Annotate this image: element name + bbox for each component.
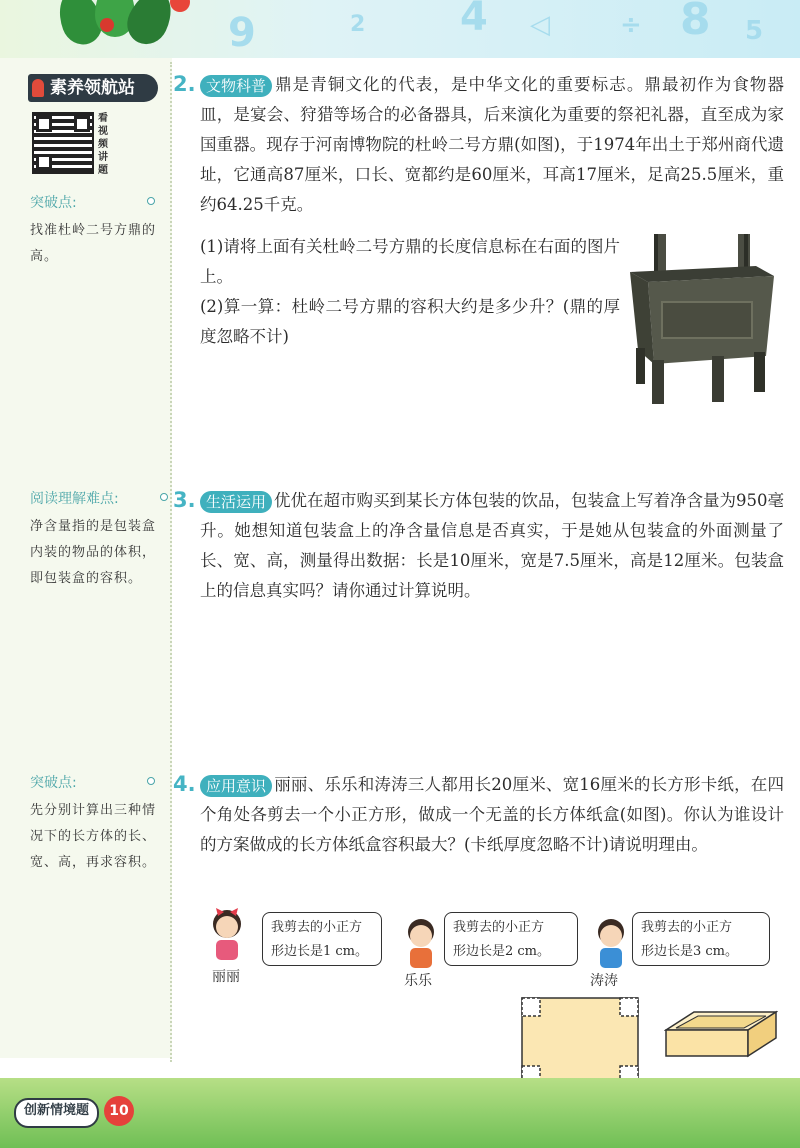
sub-question-1: (1)请将上面有关杜岭二号方鼎的长度信息标在右面的图片上。 — [200, 237, 620, 286]
question-2-sub — [200, 232, 620, 352]
pin-icon — [32, 79, 44, 97]
question-body: 优优在超市购买到某长方体包装的饮品，包装盒上写着净含量为950毫升。她想知道包装盒上的净含量信息是否真实，于是她从包装盒的外面测量了长、宽、高，测量得出数据：长是10厘米，宽是7.5厘米，高是12厘米。包装盒上的信息真实吗？请你通过计算说明。 — [200, 491, 785, 600]
speech-line: 形边长是1 cm。 — [271, 944, 369, 959]
digit-9-decoration: 9 — [228, 10, 256, 56]
bronze-ding-image — [626, 232, 776, 408]
speech-line: 我剪去的小正方 — [641, 920, 733, 935]
triangle-decoration: ◁ — [530, 10, 550, 40]
speech-line: 形边长是2 cm。 — [453, 944, 551, 959]
berry-icon — [170, 0, 190, 12]
ding-leg — [652, 360, 664, 404]
cut-card-figure — [520, 996, 640, 1086]
boy-taotao-avatar — [588, 912, 634, 970]
divide-decoration: ÷ — [620, 10, 642, 40]
qr-corner — [36, 154, 52, 170]
footer-series-label: 创新情境题 — [14, 1098, 99, 1128]
ding-handle — [654, 234, 658, 276]
note-heading: 突破点: — [30, 775, 77, 791]
question-3 — [200, 486, 784, 606]
dot-icon — [147, 197, 155, 205]
note-heading: 突破点: — [30, 195, 77, 211]
berry-icon — [100, 18, 114, 32]
sidebar-badge-label: 素养领航站 — [50, 78, 135, 98]
ding-leg — [754, 352, 765, 392]
qr-corner — [36, 116, 52, 132]
note-text: 先分别计算出三种情况下的长方体的长、宽、高，再求容积。 — [30, 803, 157, 870]
note-heading: 阅读理解难点: — [30, 491, 119, 507]
page-number: 10 — [104, 1096, 134, 1126]
dot-icon — [160, 493, 168, 501]
digit-8-decoration: 8 — [680, 0, 711, 45]
question-body: 鼎是青铜文化的代表，是中华文化的重要标志。鼎最初作为食物器皿，是宴会、狩猎等场合的必备器具，后来演化为重要的祭祀礼器，直至成为家国重器。现存于河南博物院的杜岭二号方鼎(如图)，于1974年出土于郑州商代遗址，它通高87厘米，口长、宽都约是60厘米，耳高17厘米，足高25.5厘米，重约64.25千克。 — [200, 75, 784, 214]
question-body: 丽丽、乐乐和涛涛三人都用长20厘米、宽16厘米的长方形卡纸，在四个角处各剪去一个小正方形，做成一个无盖的长方体纸盒(如图)。你认为谁设计的方案做成的长方体纸盒容积最大？(卡纸厚度忽略不计)请说明理由。 — [200, 775, 784, 854]
header-decoration — [0, 0, 800, 58]
question-number: 3. — [173, 488, 196, 512]
digit-5-decoration: 5 — [745, 16, 764, 46]
question-number: 4. — [173, 772, 196, 796]
speaker-name: 丽丽 — [212, 969, 240, 985]
note-text: 找准杜岭二号方鼎的高。 — [30, 223, 157, 264]
question-tag: 文物科普 — [200, 75, 272, 97]
boy-lele-avatar — [398, 912, 444, 970]
sidebar-badge — [28, 74, 158, 102]
speech-line: 形边长是3 cm。 — [641, 944, 739, 959]
ding-pattern — [662, 302, 752, 338]
question-tag: 生活运用 — [200, 491, 272, 513]
qr-code[interactable] — [32, 112, 94, 174]
digit-4-decoration: 4 — [460, 0, 488, 40]
sub-question-2: (2)算一算：杜岭二号方鼎的容积大约是多少升？(鼎的厚度忽略不计) — [200, 297, 620, 346]
speech-bubble — [632, 912, 770, 966]
speaker-name: 乐乐 — [404, 973, 432, 989]
note-text: 净含量指的是包装盒内装的物品的体积，即包装盒的容积。 — [30, 519, 157, 586]
question-tag: 应用意识 — [200, 775, 272, 797]
question-2 — [200, 70, 784, 220]
speech-line: 我剪去的小正方 — [453, 920, 545, 935]
ding-leg — [636, 348, 645, 384]
speaker-name: 涛涛 — [590, 973, 618, 989]
girl-lili-avatar — [204, 904, 250, 962]
ding-leg — [712, 356, 724, 402]
qr-label: 看视频讲题 — [98, 113, 108, 176]
open-box-figure — [664, 1010, 778, 1062]
question-number: 2. — [173, 72, 196, 96]
digit-2-decoration: 2 — [350, 12, 366, 37]
qr-corner — [74, 116, 90, 132]
sidebar-divider — [170, 62, 172, 1062]
dot-icon — [147, 777, 155, 785]
speech-bubble — [262, 912, 382, 966]
question-4 — [200, 770, 784, 860]
speech-bubble — [444, 912, 578, 966]
speech-line: 我剪去的小正方 — [271, 920, 363, 935]
